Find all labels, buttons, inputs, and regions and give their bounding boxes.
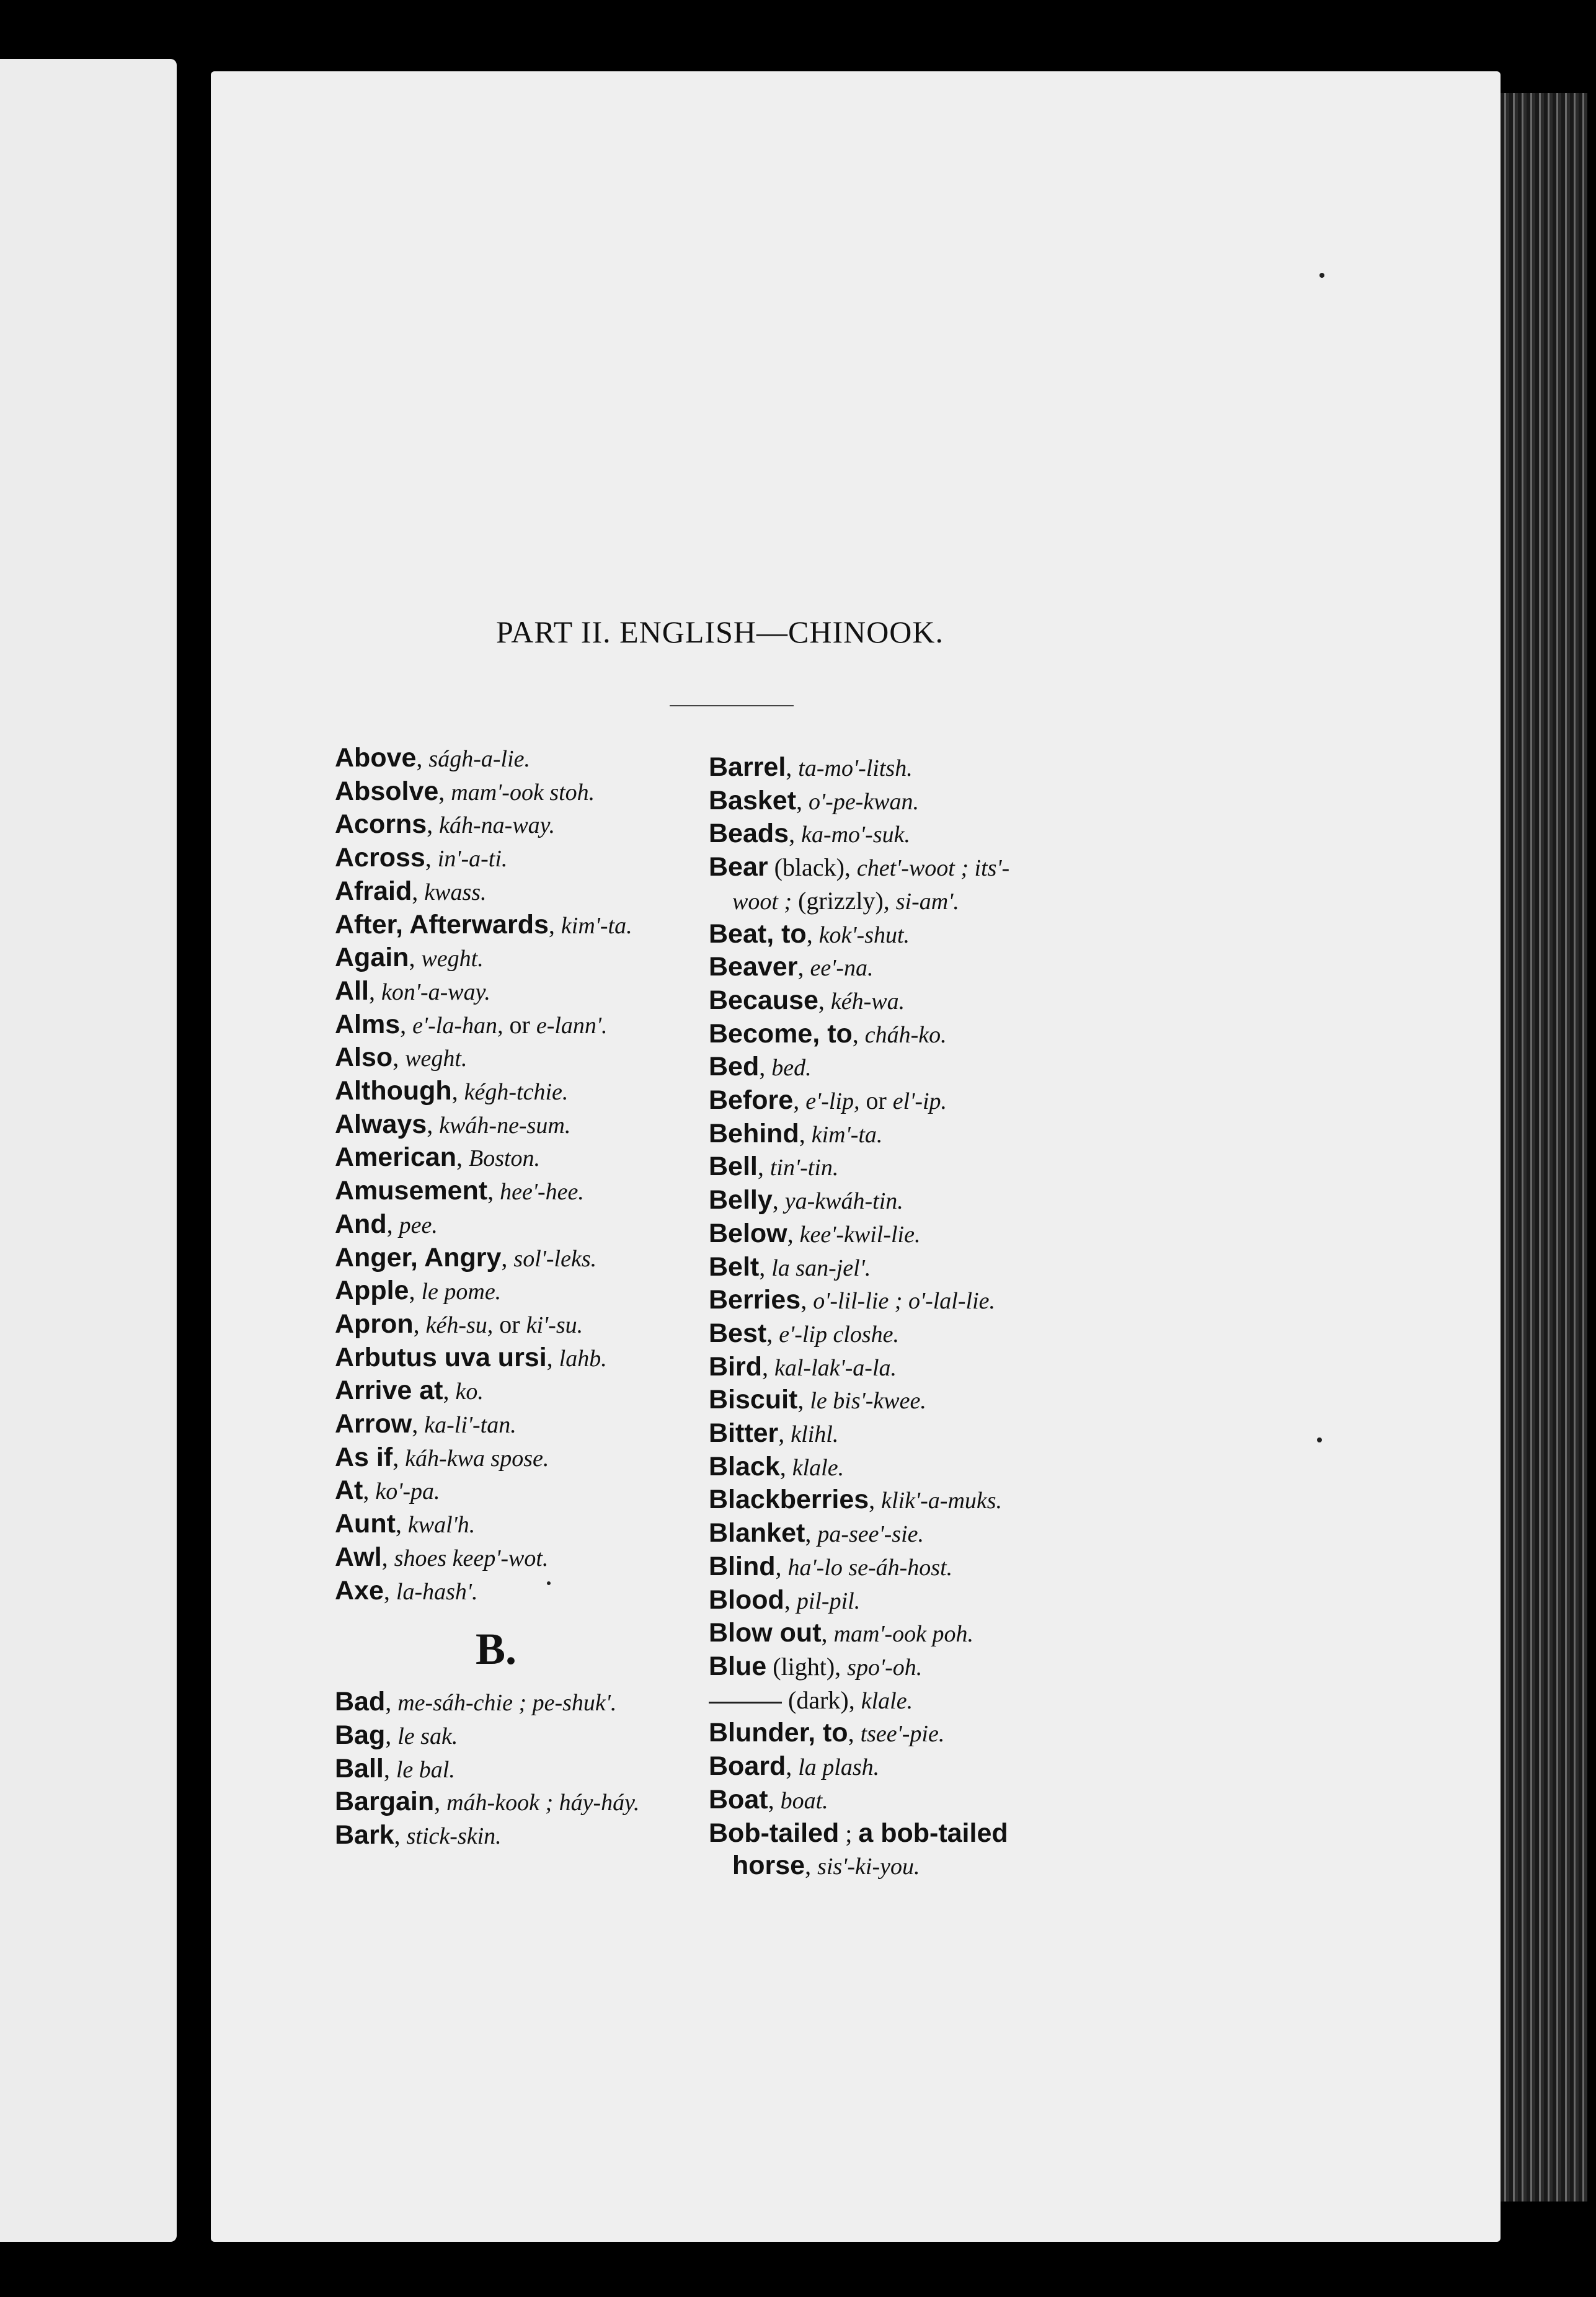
- dictionary-entry: [709, 1484, 1112, 1517]
- headword: Apron: [335, 1308, 414, 1339]
- headword: After, Afterwards: [335, 909, 549, 940]
- headword: Become, to: [709, 1018, 853, 1049]
- entry-text: ,: [427, 1110, 440, 1139]
- entry-text: ,: [400, 1010, 413, 1039]
- dictionary-entry: [709, 1018, 1112, 1052]
- entry-text: ,: [852, 1020, 865, 1048]
- entry-text: ,: [416, 744, 429, 772]
- headword: Awl: [335, 1542, 382, 1572]
- headword: Amusement: [335, 1176, 488, 1206]
- dictionary-entry: [335, 1109, 738, 1142]
- dictionary-entry: [335, 1786, 738, 1819]
- entry-text: ,: [786, 1753, 799, 1781]
- dictionary-entry: [335, 1242, 738, 1276]
- headword: Apple: [335, 1276, 409, 1306]
- chinook-gloss: ko.: [455, 1379, 484, 1405]
- chinook-gloss: la-hash'.: [396, 1578, 478, 1605]
- headword: Beads: [709, 819, 789, 849]
- dictionary-entry: [709, 1451, 1112, 1485]
- headword: As if: [335, 1442, 393, 1472]
- entry-text: ,: [383, 1576, 396, 1605]
- chinook-gloss: kwáh-ne-sum.: [439, 1112, 571, 1139]
- headword: Bag: [335, 1720, 386, 1750]
- dictionary-entry: [709, 1318, 1112, 1351]
- headword: Blanket: [709, 1518, 805, 1548]
- entry-text: ,: [800, 1286, 814, 1315]
- headword: Belly: [709, 1185, 773, 1215]
- chinook-gloss: sis'-ki-you.: [817, 1854, 920, 1880]
- headword: Although: [335, 1076, 452, 1106]
- page-speck: [1317, 1437, 1322, 1442]
- headword: Above: [335, 743, 417, 773]
- entry-text: ,: [385, 1721, 398, 1749]
- dictionary-entry: [335, 1475, 738, 1508]
- entry-text: or: [859, 1086, 893, 1115]
- headword: Bargain: [335, 1787, 435, 1817]
- headword: Beat, to: [709, 918, 807, 949]
- chinook-gloss: kim'-ta.: [561, 912, 632, 939]
- headword: Bear: [709, 852, 768, 882]
- chinook-gloss: Boston.: [468, 1145, 541, 1172]
- chinook-gloss: shoes keep'-wot.: [394, 1545, 549, 1571]
- dictionary-entry: [335, 1575, 738, 1609]
- chinook-gloss: kwal'h.: [407, 1512, 476, 1539]
- entry-text: ,: [778, 1420, 791, 1448]
- headword: Blood: [709, 1584, 784, 1615]
- entry-text: ,: [383, 1754, 396, 1783]
- chinook-gloss: si-am'.: [895, 888, 959, 915]
- headword: Boat: [709, 1784, 768, 1815]
- headword: Axe: [335, 1575, 384, 1606]
- chinook-gloss: hee'-hee.: [500, 1179, 584, 1206]
- headword: Biscuit: [709, 1385, 798, 1415]
- dictionary-entry: [709, 1684, 1112, 1718]
- dictionary-entry: [709, 1351, 1112, 1385]
- page-edge: [1501, 93, 1587, 2201]
- entry-text: ,: [368, 977, 381, 1005]
- entry-text: ,: [797, 953, 810, 982]
- chinook-gloss: kéh-su,: [425, 1312, 494, 1338]
- letter-heading-b: B.: [475, 1624, 517, 1674]
- headword: Basket: [709, 785, 797, 815]
- headword: Acorns: [335, 809, 427, 840]
- chinook-gloss: e'-lip closhe.: [779, 1321, 900, 1348]
- book-spine: [177, 726, 202, 2214]
- chinook-gloss: klik'-a-muks.: [881, 1488, 1003, 1514]
- headword: Bitter: [709, 1418, 779, 1449]
- entry-text: (grizzly),: [792, 886, 896, 915]
- facing-page: [0, 59, 177, 2242]
- dictionary-entry: [709, 785, 1112, 819]
- dictionary-entry: [709, 851, 1112, 885]
- headword: Arrive at: [335, 1375, 443, 1406]
- heading-rule: [670, 705, 794, 706]
- entry-text: ,: [546, 1343, 559, 1372]
- chinook-gloss: me-sáh-chie ; pe-shuk'.: [397, 1690, 617, 1717]
- dictionary-entry: [709, 1218, 1112, 1251]
- chinook-gloss: tsee'-pie.: [860, 1721, 945, 1748]
- dictionary-entry: [709, 1850, 1112, 1883]
- chinook-gloss: ya-kwáh-tin.: [784, 1188, 903, 1215]
- chinook-gloss: klihl.: [791, 1421, 839, 1448]
- headword: All: [335, 975, 369, 1006]
- headword: Bob-tailed: [709, 1818, 840, 1848]
- dictionary-entry: [709, 1617, 1112, 1651]
- chinook-gloss: e'-lip,: [805, 1088, 860, 1115]
- entry-text: ,: [797, 1386, 810, 1415]
- chinook-gloss: ságh-a-lie.: [428, 746, 530, 772]
- dictionary-entry: [335, 1508, 738, 1542]
- dictionary-entry: [709, 1151, 1112, 1184]
- dictionary-entry: [335, 1442, 738, 1475]
- chinook-gloss: kim'-ta.: [811, 1121, 883, 1148]
- headword: Arbutus uva ursi: [335, 1342, 547, 1372]
- dictionary-entry: [709, 1717, 1112, 1751]
- chinook-gloss: kee'-kwil-lie.: [799, 1221, 921, 1248]
- chinook-gloss: pil-pil.: [796, 1588, 861, 1614]
- chinook-gloss: ka-li'-tan.: [424, 1412, 516, 1439]
- headword: Blue: [709, 1651, 767, 1681]
- dictionary-entry: [335, 1342, 738, 1375]
- dictionary-entry: [335, 1542, 738, 1575]
- dictionary-entry: [335, 909, 738, 943]
- headword: Across: [335, 843, 425, 873]
- entry-text: ,: [768, 1785, 781, 1814]
- headword: Anger, Angry: [335, 1242, 502, 1273]
- headword: horse: [732, 1850, 805, 1881]
- headword: Ball: [335, 1753, 384, 1784]
- dictionary-entry: [335, 1819, 738, 1853]
- dictionary-entry: [335, 1720, 738, 1753]
- headword: Blackberries: [709, 1485, 869, 1515]
- chinook-gloss: káh-na-way.: [439, 812, 555, 839]
- entries-a: [335, 742, 738, 1608]
- chinook-gloss: le sak.: [397, 1723, 458, 1749]
- dictionary-entry: [335, 1375, 738, 1408]
- headword: Bad: [335, 1687, 386, 1717]
- dictionary-entry: [709, 1284, 1112, 1318]
- entry-text: ,: [427, 811, 440, 839]
- chinook-gloss: ko'-pa.: [375, 1478, 440, 1505]
- entry-text: ,: [818, 986, 831, 1015]
- headword: Always: [335, 1109, 427, 1139]
- headword: Board: [709, 1751, 786, 1782]
- headword: Arrow: [335, 1409, 412, 1439]
- headword: Below: [709, 1218, 787, 1248]
- dictionary-entry: [335, 1142, 738, 1175]
- chinook-gloss: sol'-leks.: [513, 1245, 597, 1272]
- headword: Also: [335, 1042, 393, 1073]
- entry-text: ,: [501, 1243, 514, 1272]
- chinook-gloss: lahb.: [559, 1345, 607, 1372]
- chinook-gloss: mam'-ook poh.: [833, 1621, 974, 1648]
- chinook-gloss: kégh-tchie.: [464, 1079, 569, 1106]
- chinook-gloss: káh-kwa spose.: [405, 1445, 549, 1472]
- dictionary-entry: [709, 885, 1112, 918]
- entry-text: (light),: [766, 1652, 848, 1681]
- dictionary-entry: [709, 818, 1112, 851]
- chinook-gloss: klale.: [861, 1687, 913, 1714]
- entry-text: ,: [434, 1788, 447, 1816]
- headword: And: [335, 1209, 387, 1239]
- entry-text: ,: [425, 844, 438, 873]
- chinook-gloss: in'-a-ti.: [437, 846, 508, 873]
- chinook-gloss: stick-skin.: [406, 1823, 502, 1850]
- page-heading: PART II. ENGLISH—CHINOOK.: [496, 615, 944, 649]
- chinook-gloss: le bal.: [396, 1756, 455, 1783]
- entry-text: ,: [548, 910, 561, 939]
- dictionary-entry: [335, 1408, 738, 1442]
- dictionary-entry: [335, 1308, 738, 1342]
- chinook-gloss: o'-pe-kwan.: [809, 788, 920, 815]
- chinook-gloss: la plash.: [798, 1754, 880, 1781]
- headword: Before: [709, 1085, 794, 1116]
- chinook-gloss: weght.: [421, 946, 484, 972]
- entry-text: ,: [759, 1253, 772, 1281]
- chinook-gloss: el'-ip.: [892, 1088, 947, 1115]
- dictionary-entry: [335, 1009, 738, 1042]
- chinook-gloss: chet'-woot ; its'-: [856, 855, 1010, 882]
- dictionary-entry: [709, 951, 1112, 985]
- headword: Black: [709, 1451, 780, 1482]
- dictionary-entry: [335, 1175, 738, 1209]
- chinook-gloss: pee.: [399, 1212, 438, 1238]
- headword: Bell: [709, 1152, 758, 1182]
- chinook-gloss: pa-see'-sie.: [817, 1521, 924, 1548]
- headword: Bark: [335, 1820, 394, 1850]
- dictionary-entry: [335, 975, 738, 1009]
- entry-text: ,: [799, 1119, 812, 1148]
- headword: Again: [335, 943, 409, 973]
- chinook-gloss: la san-jel'.: [771, 1255, 871, 1281]
- chinook-gloss: kok'-shut.: [818, 922, 910, 948]
- chinook-gloss: bed.: [771, 1055, 812, 1082]
- headword: Blunder, to: [709, 1718, 848, 1748]
- dictionary-entry: [335, 1075, 738, 1109]
- entry-text: ,: [805, 1852, 818, 1880]
- headword: Alms: [335, 1009, 401, 1039]
- right-column: [709, 752, 1112, 1883]
- headword: Belt: [709, 1251, 760, 1282]
- dictionary-entry: [335, 809, 738, 842]
- entry-text: ,: [821, 1619, 834, 1648]
- ditto-dash: [709, 1702, 782, 1704]
- entry-text: ,: [409, 944, 422, 972]
- chinook-gloss: ha'-lo se-áh-host.: [787, 1554, 953, 1581]
- chinook-gloss: o'-lil-lie ; o'-lal-lie.: [813, 1288, 995, 1315]
- entry-text: ,: [869, 1486, 882, 1514]
- dictionary-entry: [709, 1651, 1112, 1684]
- dictionary-entry: [709, 1418, 1112, 1451]
- entries-b: [335, 1686, 738, 1853]
- dictionary-entry: [709, 1584, 1112, 1618]
- entry-text: ,: [796, 786, 809, 815]
- dictionary-entry: [335, 1042, 738, 1075]
- headword: Best: [709, 1318, 767, 1348]
- chinook-gloss: ki'-su.: [526, 1312, 583, 1338]
- left-column: [335, 742, 738, 1853]
- entry-text: (black),: [768, 853, 857, 882]
- headword: Blow out: [709, 1618, 822, 1648]
- chinook-gloss: kon'-a-way.: [381, 979, 490, 1005]
- chinook-gloss: tin'-tin.: [769, 1155, 839, 1181]
- entry-text: ,: [412, 1410, 425, 1439]
- dictionary-entry: [709, 1184, 1112, 1218]
- entry-text: ,: [786, 753, 799, 781]
- entry-text: ,: [762, 1353, 774, 1381]
- entry-text: ,: [487, 1177, 500, 1206]
- headword: Because: [709, 985, 818, 1015]
- chinook-gloss: le pome.: [421, 1279, 502, 1305]
- headword: American: [335, 1142, 456, 1173]
- chinook-gloss: spo'-oh.: [847, 1654, 923, 1681]
- dictionary-entry: [335, 1275, 738, 1308]
- page-speck: [1319, 273, 1324, 278]
- headword: Aunt: [335, 1509, 396, 1539]
- dictionary-entry: [709, 1384, 1112, 1418]
- dictionary-entry: [335, 1209, 738, 1242]
- dictionary-entry: [709, 1784, 1112, 1818]
- entry-text: ,: [413, 1310, 426, 1338]
- entry-text: ,: [766, 1319, 779, 1348]
- entry-text: ,: [381, 1543, 394, 1571]
- dictionary-entry: [709, 752, 1112, 785]
- headword: Behind: [709, 1118, 799, 1148]
- dictionary-entry: [709, 1751, 1112, 1784]
- chinook-gloss: kéh-wa.: [830, 988, 905, 1015]
- entry-text: ,: [438, 777, 451, 806]
- chinook-gloss: weght.: [405, 1046, 468, 1072]
- headword: Beaver: [709, 952, 798, 982]
- headword: Bird: [709, 1351, 762, 1382]
- page-speck: [547, 1581, 551, 1585]
- entry-text: ,: [806, 920, 819, 948]
- dictionary-entry: [709, 1085, 1112, 1118]
- dictionary-entry: [709, 1551, 1112, 1584]
- dictionary-entry: [335, 1686, 738, 1720]
- dictionary-entry: [335, 842, 738, 876]
- entry-text: ,: [451, 1077, 464, 1106]
- entry-text: ,: [394, 1821, 407, 1850]
- entry-text: ,: [775, 1552, 788, 1581]
- dictionary-entry: [709, 985, 1112, 1018]
- entry-text: ,: [759, 1053, 772, 1082]
- chinook-gloss: e-lann'.: [536, 1012, 608, 1039]
- entry-text: ,: [805, 1519, 818, 1548]
- entry-text: ,: [757, 1153, 770, 1181]
- dictionary-entry: [335, 942, 738, 975]
- dictionary-entry: [709, 1051, 1112, 1085]
- dictionary-entry: [709, 1118, 1112, 1152]
- headword: At: [335, 1475, 363, 1506]
- dictionary-entry: [709, 918, 1112, 952]
- dictionary-entry: [709, 1818, 1112, 1850]
- entry-text: ,: [392, 1443, 406, 1472]
- dictionary-entry: [709, 1517, 1112, 1551]
- dictionary-entry: [709, 1251, 1112, 1285]
- entry-text: ,: [848, 1719, 861, 1748]
- entry-text: ,: [392, 1044, 406, 1072]
- headword: Barrel: [709, 752, 786, 782]
- entry-text: ,: [363, 1477, 376, 1505]
- chinook-gloss: kwass.: [424, 879, 487, 905]
- entry-text: ,: [456, 1144, 469, 1172]
- headword: Bed: [709, 1052, 760, 1082]
- entry-text: or: [503, 1010, 536, 1039]
- chinook-gloss: mam'-ook stoh.: [451, 779, 595, 806]
- chinook-gloss: cháh-ko.: [864, 1021, 947, 1048]
- entry-text: ,: [409, 1277, 422, 1305]
- chinook-gloss: woot ;: [732, 888, 792, 915]
- chinook-gloss: ta-mo'-litsh.: [798, 755, 913, 781]
- dictionary-entry: [335, 876, 738, 909]
- headword: Berries: [709, 1285, 801, 1315]
- headword: a bob-tailed: [858, 1818, 1008, 1848]
- chinook-gloss: e'-la-han,: [412, 1012, 503, 1039]
- entry-text: ,: [412, 877, 425, 905]
- entry-text: ,: [385, 1688, 398, 1717]
- entry-text: ;: [839, 1819, 859, 1847]
- chinook-gloss: klale.: [792, 1454, 845, 1481]
- entry-text: ,: [787, 1219, 800, 1248]
- chinook-gloss: ka-mo'-suk.: [801, 822, 910, 848]
- dictionary-entry: [335, 1753, 738, 1787]
- dictionary-entry: [335, 742, 738, 776]
- headword: Blind: [709, 1551, 776, 1581]
- entries-b-continued: [709, 752, 1112, 1883]
- chinook-gloss: le bis'-kwee.: [810, 1388, 926, 1415]
- entry-text: ,: [784, 1586, 797, 1614]
- entry-text: ,: [779, 1452, 792, 1481]
- headword: Absolve: [335, 776, 439, 806]
- entry-text: ,: [789, 820, 802, 848]
- entry-text: ,: [793, 1086, 806, 1115]
- entry-text: (dark),: [788, 1686, 861, 1714]
- chinook-gloss: máh-kook ; háy-háy.: [446, 1790, 640, 1816]
- entry-text: ,: [772, 1186, 785, 1215]
- chinook-gloss: kal-lak'-a-la.: [774, 1354, 897, 1381]
- entry-text: ,: [395, 1510, 408, 1539]
- entry-text: ,: [443, 1377, 456, 1405]
- dictionary-entry: [335, 776, 738, 809]
- chinook-gloss: boat.: [780, 1787, 828, 1814]
- entry-text: or: [493, 1310, 526, 1338]
- entry-text: ,: [386, 1210, 399, 1238]
- headword: Afraid: [335, 876, 412, 906]
- chinook-gloss: ee'-na.: [810, 955, 874, 982]
